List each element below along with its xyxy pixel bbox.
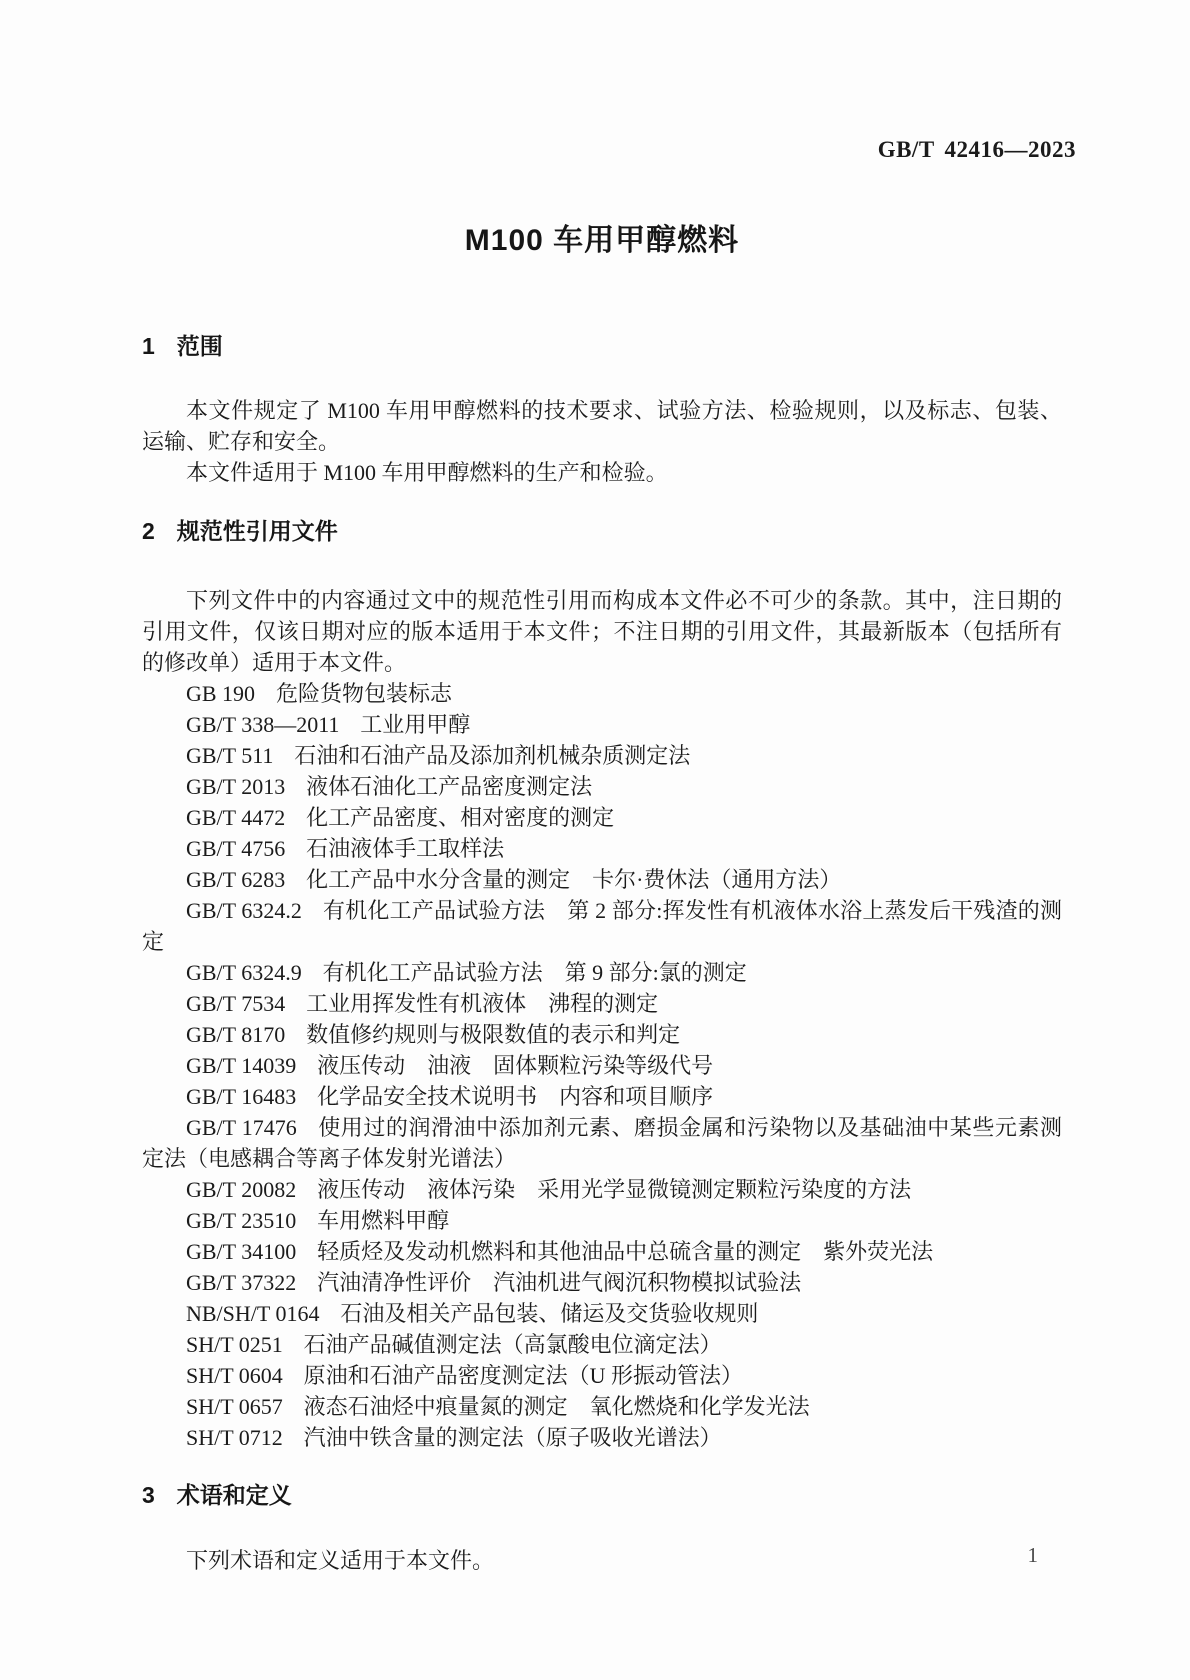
reference-title: 液体石油化工产品密度测定法 [306,774,593,799]
reference-code: GB/T 7534 [186,991,286,1016]
reference-title: 工业用挥发性有机液体 沸程的测定 [306,991,659,1016]
reference-title: 使用过的润滑油中添加剂元素、磨损金属和污染物以及基础油中某些元素测定法（电感耦合等离子体发射光谱法） [142,1115,1062,1171]
reference-title: 石油液体手工取样法 [306,836,505,861]
reference-code: GB/T 6324.2 [186,898,302,923]
reference-code: GB/T 16483 [186,1084,297,1109]
reference-item [142,1081,1062,1112]
reference-code: GB/T 8170 [186,1022,286,1047]
reference-item [142,895,1062,957]
section-body-scope [142,395,1062,488]
reference-item [142,709,1062,740]
reference-item [142,1050,1062,1081]
reference-code: GB/T 338—2011 [186,712,340,737]
reference-title: 有机化工产品试验方法 第 2 部分:挥发性有机液体水浴上蒸发后干残渣的测定 [142,898,1062,954]
reference-code: GB/T 2013 [186,774,286,799]
standard-code: GB/T 42416—2023 [877,137,1076,162]
reference-code: GB/T 23510 [186,1208,297,1233]
page-number: 1 [1027,1543,1038,1567]
section-scope [142,335,1062,488]
reference-item [142,833,1062,864]
reference-code: GB/T 6324.9 [186,960,302,985]
body-paragraph: 本文件规定了 M100 车用甲醇燃料的技术要求、试验方法、检验规则，以及标志、包装、运输、贮存和安全。 [142,398,1062,454]
reference-code: GB/T 511 [186,743,274,768]
section-body-terms [142,1545,1062,1576]
reference-item [142,1267,1062,1298]
reference-item [142,1298,1062,1329]
reference-item [142,1391,1062,1422]
reference-code: SH/T 0657 [186,1394,283,1419]
reference-title: 有机化工产品试验方法 第 9 部分:氯的测定 [322,960,747,985]
reference-item [142,1236,1062,1267]
section-normative-references [142,520,1062,1453]
reference-list [142,678,1062,1453]
reference-title: 石油产品碱值测定法（高氯酸电位滴定法） [303,1332,722,1357]
reference-code: GB/T 6283 [186,867,286,892]
body-paragraph: 下列术语和定义适用于本文件。 [186,1548,495,1573]
reference-item [142,1422,1062,1453]
reference-code: GB 190 [186,681,256,706]
reference-code: SH/T 0712 [186,1425,283,1450]
section-heading-references [142,520,1062,543]
reference-title: 石油和石油产品及添加剂机械杂质测定法 [294,743,691,768]
reference-title: 轻质烃及发动机燃料和其他油品中总硫含量的测定 紫外荧光法 [317,1239,934,1264]
reference-item [142,740,1062,771]
section-terms-and-definitions [142,1484,1062,1576]
reference-item [142,771,1062,802]
reference-title: 石油及相关产品包装、储运及交货验收规则 [340,1301,759,1326]
reference-item [142,1329,1062,1360]
reference-code: GB/T 34100 [186,1239,297,1264]
reference-code: GB/T 20082 [186,1177,297,1202]
reference-code: GB/T 4472 [186,805,286,830]
document-title: M100 车用甲醇燃料 [464,224,740,257]
reference-item [142,1174,1062,1205]
reference-item [142,864,1062,895]
section-number: 1 [142,333,155,359]
reference-title: 液压传动 油液 固体颗粒污染等级代号 [317,1053,714,1078]
reference-title: 化学品安全技术说明书 内容和项目顺序 [317,1084,714,1109]
reference-item [142,1112,1062,1174]
reference-title: 工业用甲醇 [360,712,471,737]
section-body-references [142,585,1062,1453]
reference-title: 化工产品密度、相对密度的测定 [306,805,615,830]
body-paragraph: 本文件适用于 M100 车用甲醇燃料的生产和检验。 [186,460,668,485]
reference-title: 液压传动 液体污染 采用光学显微镜测定颗粒污染度的方法 [317,1177,912,1202]
reference-title: 危险货物包装标志 [275,681,452,706]
reference-title: 汽油清净性评价 汽油机进气阀沉积物模拟试验法 [317,1270,802,1295]
references-intro [142,585,1062,678]
body-paragraph: 下列文件中的内容通过文中的规范性引用而构成本文件必不可少的条款。其中，注日期的引用文件，仅该日期对应的版本适用于本文件；不注日期的引用文件，其最新版本（包括所有的修改单）适用于本文件。 [142,588,1062,675]
reference-code: NB/SH/T 0164 [186,1301,320,1326]
section-number: 2 [142,518,155,544]
reference-code: GB/T 37322 [186,1270,297,1295]
reference-item [142,1205,1062,1236]
reference-title: 数值修约规则与极限数值的表示和判定 [306,1022,681,1047]
reference-item [142,988,1062,1019]
reference-title: 液态石油烃中痕量氮的测定 氧化燃烧和化学发光法 [303,1394,810,1419]
reference-code: GB/T 14039 [186,1053,297,1078]
reference-code: SH/T 0251 [186,1332,283,1357]
reference-item [142,1019,1062,1050]
section-heading-terms [142,1484,1062,1507]
reference-item [142,957,1062,988]
reference-item [142,1360,1062,1391]
reference-title: 汽油中铁含量的测定法（原子吸收光谱法） [303,1425,722,1450]
reference-title: 化工产品中水分含量的测定 卡尔·费休法（通用方法） [306,867,842,892]
section-title: 术语和定义 [176,1482,292,1508]
section-title: 范围 [176,333,223,359]
reference-item [142,678,1062,709]
section-heading-scope [142,335,1062,358]
reference-code: GB/T 17476 [186,1115,297,1140]
reference-title: 车用燃料甲醇 [317,1208,450,1233]
section-number: 3 [142,1482,155,1508]
reference-title: 原油和石油产品密度测定法（U 形振动管法） [303,1363,744,1388]
section-title: 规范性引用文件 [176,518,338,544]
reference-item [142,802,1062,833]
reference-code: SH/T 0604 [186,1363,283,1388]
reference-code: GB/T 4756 [186,836,286,861]
